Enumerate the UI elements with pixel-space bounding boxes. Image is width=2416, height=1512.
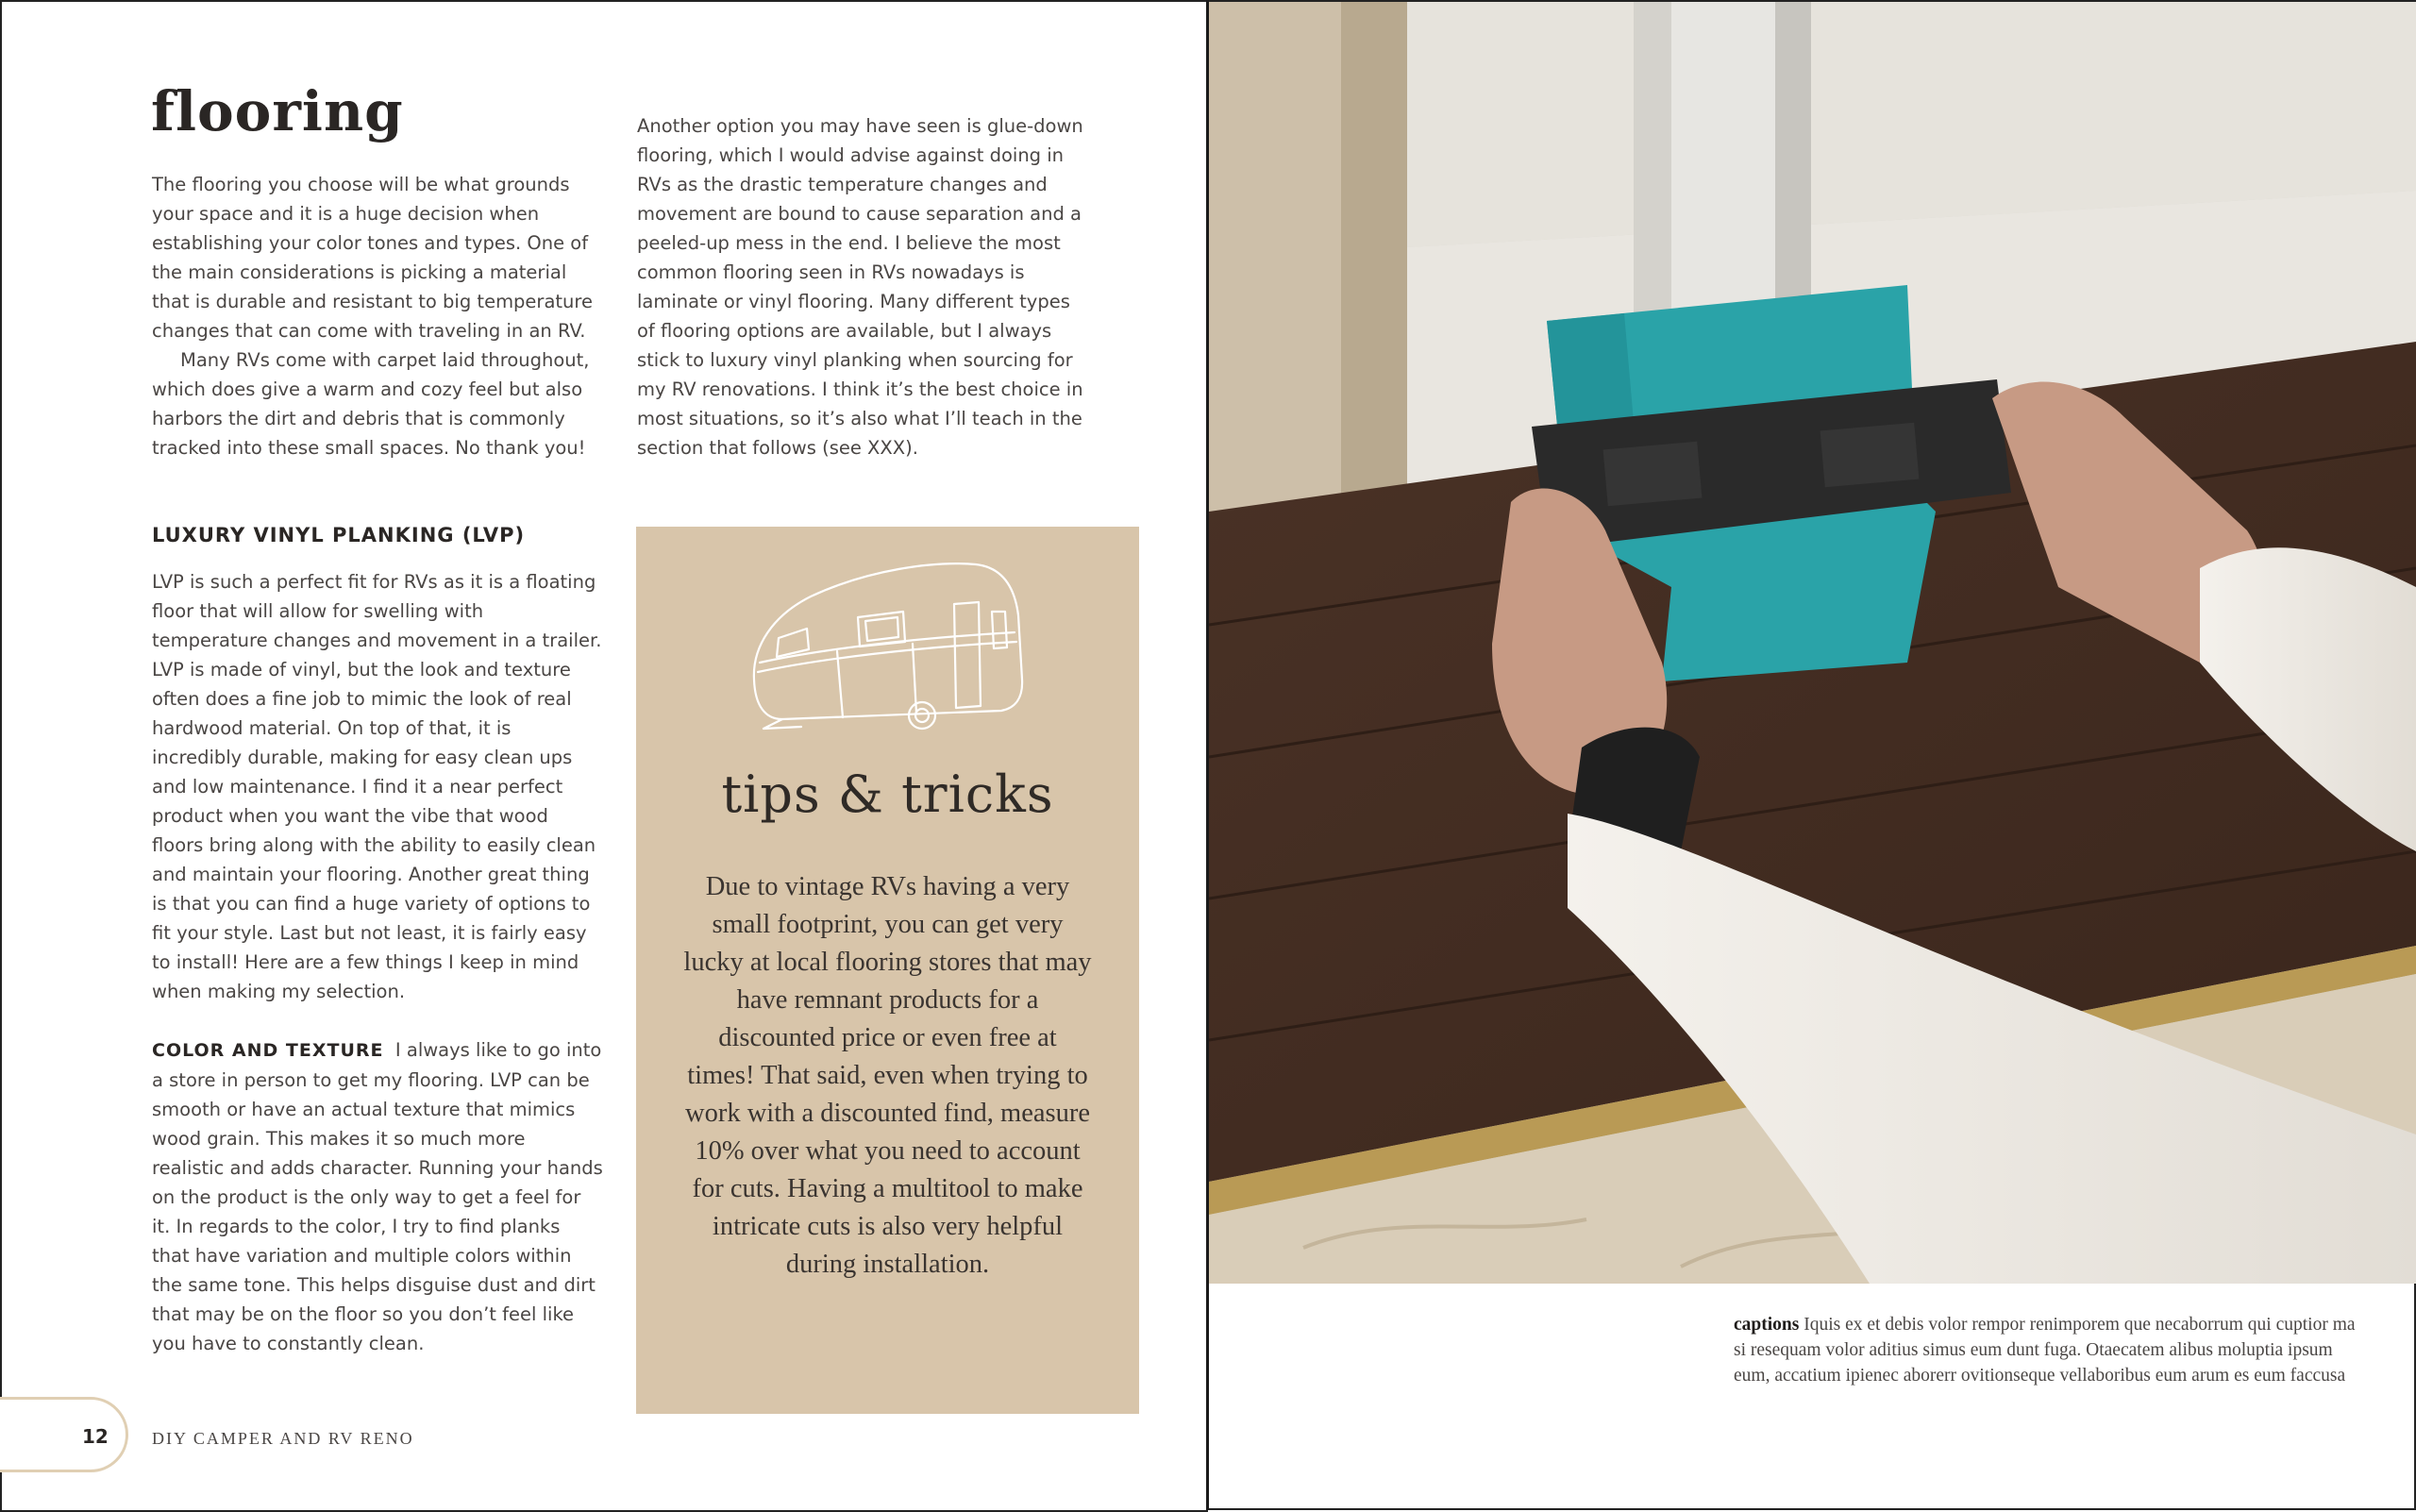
lvp-column	[152, 567, 603, 1006]
photo-contour-gauge-icon	[1209, 2, 2416, 1284]
second-column	[637, 111, 1088, 462]
page-number: 12	[82, 1425, 109, 1448]
glue-down-paragraph: Another option you may have seen is glue-down flooring, which I would advise against doing in RVs as the drastic temperature changes and movement are bound to cause separation and a peeled-up mess in the end. I believe the most common flooring seen in RVs nowadays is laminate or vinyl flooring. Many different types of flooring options are available, but I always stick to luxury vinyl planking when sourcing for my RV renovations. I think it’s the best choice in most situations, so it’s also what I’ll teach in the section that follows (see XXX).	[637, 115, 1083, 459]
color-texture-column	[152, 1035, 603, 1358]
running-footer: DIY CAMPER AND RV RENO	[152, 1429, 414, 1448]
lvp-paragraph: LVP is such a perfect fit for RVs as it is a floating floor that will allow for swelling with temperature changes and movement in a trailer. LVP is made of vinyl, but the look and texture often does a fine job to mimic the look of real hardwood material. On top of that, it is incredibly durable, making for easy clean ups and low maintenance. I find it a near perfect product when you want the vibe that wood floors bring along with the ability to easily clean and maintain your flooring. Another great thing is that you can find a huge variety of options to fit your style. Last but not least, it is fairly easy to install! Here are a few things I keep in mind when making my selection.	[152, 571, 602, 1002]
color-texture-runin: COLOR AND TEXTURE	[152, 1040, 384, 1061]
right-page	[1209, 0, 2416, 1510]
intro-column	[152, 170, 603, 462]
intro-paragraph-2: Many RVs come with carpet laid throughout, which does give a warm and cozy feel but also harbors the dirt and debris that is commonly tracked into these small spaces. No thank you!	[152, 349, 590, 459]
caption-label: captions	[1734, 1315, 1800, 1335]
page-heading: flooring	[151, 79, 404, 143]
color-texture-paragraph	[152, 1035, 603, 1358]
tips-title: tips & tricks	[721, 764, 1054, 824]
caption-text: Iquis ex et debis volor rempor renimporem que necaborrum qui cuptior ma si resequam volor aditius simus eum dunt fuga. Otaecatem alibus moluptia ipsum eum, accatium ipienec aborerr ovitionseque vellaboribus eum arum es eum faccusa	[1734, 1315, 2356, 1386]
color-texture-body: I always like to go into a store in person to get my flooring. LVP can be smooth or have an actual texture that mimics wood grain. This makes it so much more realistic and adds character. Running your hands on the product is the only way to get a feel for it. In regards to the color, I try to find planks that have variation and multiple colors within the same tone. This helps disguise dust and dirt that may be on the floor so you don’t feel like you have to constantly clean.	[152, 1039, 603, 1354]
photo-caption	[1734, 1312, 2357, 1388]
lvp-subheading: LUXURY VINYL PLANKING (LVP)	[152, 524, 526, 546]
camper-trailer-icon	[745, 557, 1032, 757]
page-number-tab	[0, 1397, 128, 1472]
tips-body: Due to vintage RVs having a very small footprint, you can get very lucky at local flooring stores that may have remnant products for a discounted price or even free at times! That said, even when trying to work with a discounted find, measure 10% over what you need to account for cuts. Having a multitool to make intricate cuts is also very helpful during installation.	[683, 872, 1092, 1279]
intro-paragraph-1: The flooring you choose will be what grounds your space and it is a huge decision when establishing your color tones and types. One of the main considerations is picking a material that is durable and resistant to big temperature changes that can come with traveling in an RV.	[152, 174, 593, 342]
tips-sidebar	[636, 527, 1139, 1414]
